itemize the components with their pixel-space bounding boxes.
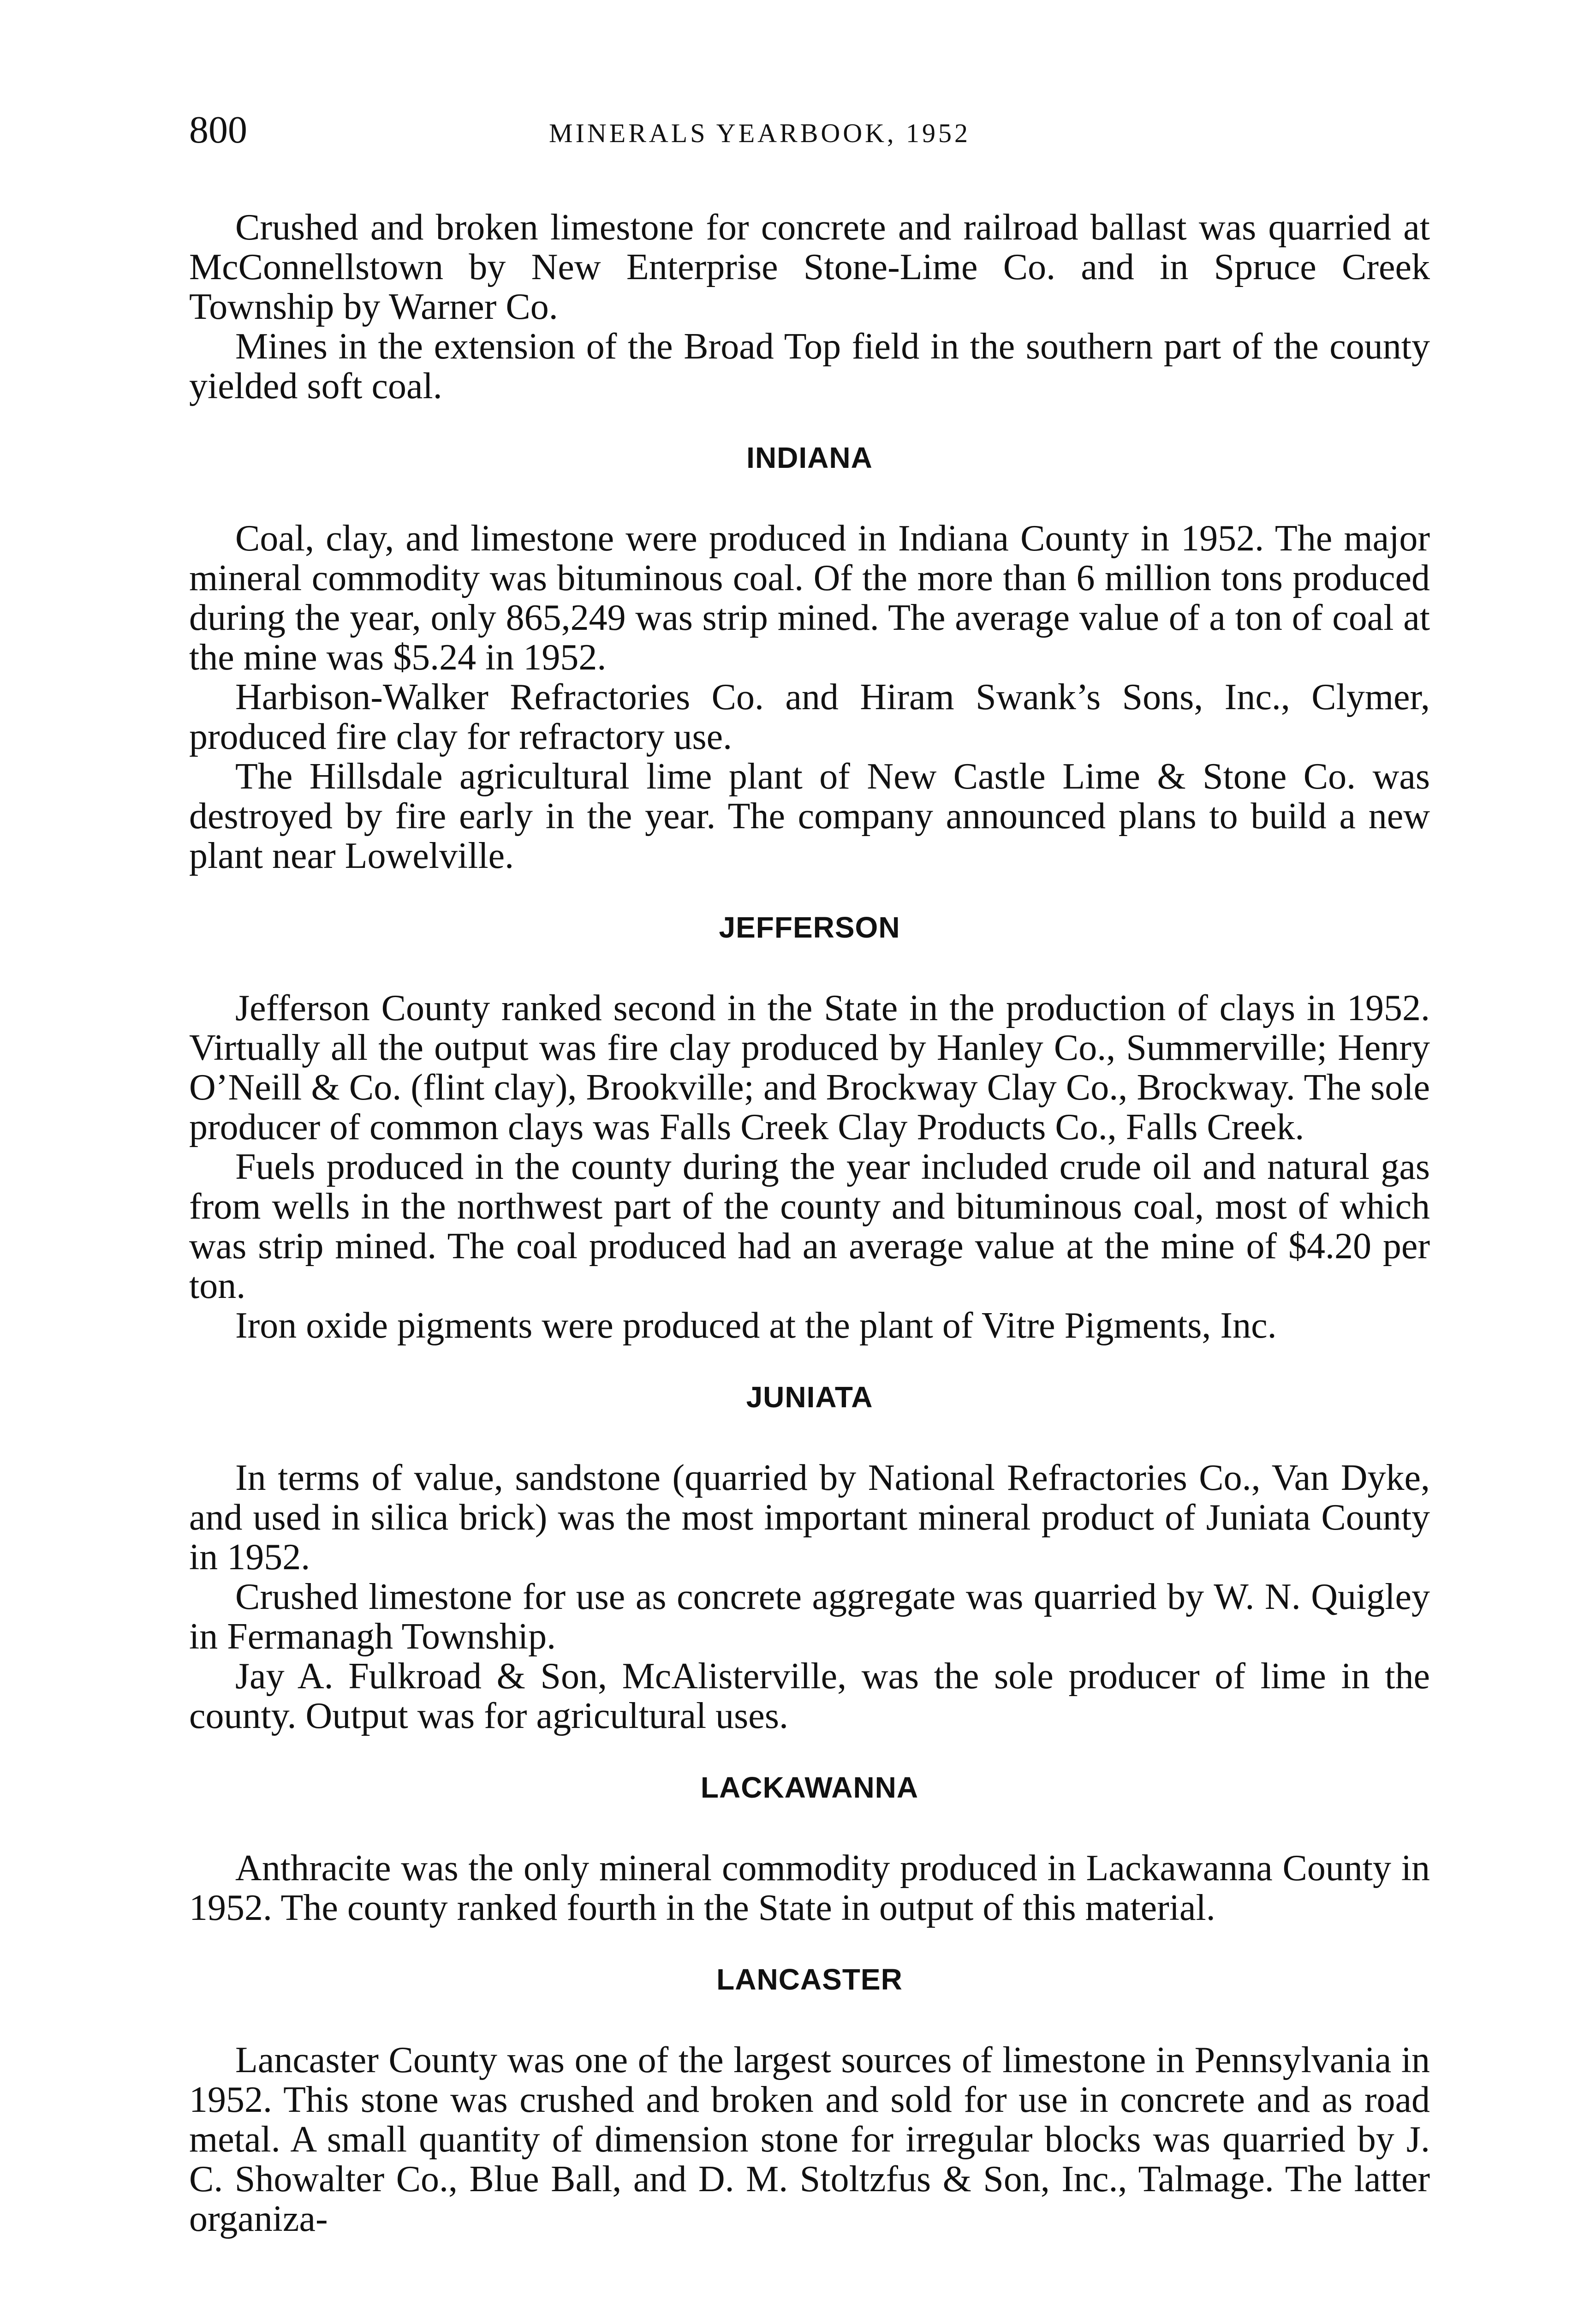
- running-title: MINERALS YEARBOOK, 1952: [549, 118, 971, 148]
- paragraph: Jefferson County ranked second in the State in the production of clays in 1952. Virtually all the output was fire clay produced by Hanley Co., Summerville; Henry O’Neill & Co. (flint clay), Brookville; and Brockway Clay Co., Brockway. The sole producer of common clays was Falls Creek Clay Products Co., Falls Creek.: [189, 988, 1430, 1148]
- running-header: [189, 108, 1430, 166]
- paragraph: Coal, clay, and limestone were produced in Indiana County in 1952. The major mineral commodity was bituminous coal. Of the more than 6 million tons produced during the year, only 865,249 was strip mined. The average value of a ton of coal at the mine was $5.24 in 1952.: [189, 518, 1430, 678]
- section-heading: INDIANA: [746, 441, 873, 474]
- section-heading: JEFFERSON: [719, 911, 900, 944]
- intro-section: [189, 208, 1430, 406]
- section-lackawanna: [189, 1773, 1430, 1928]
- paragraph: Iron oxide pigments were produced at the plant of Vitre Pigments, Inc.: [235, 1305, 1277, 1346]
- paragraph: In terms of value, sandstone (quarried by National Refractories Co., Van Dyke, and used in silica brick) was the most important mineral product of Juniata County in 1952.: [189, 1458, 1430, 1578]
- section-jefferson: [189, 913, 1430, 1345]
- paragraph: Crushed and broken limestone for concrete and railroad ballast was quarried at McConnellstown by New Enterprise Stone-Lime Co. and in Spruce Creek Township by Warner Co.: [189, 207, 1430, 327]
- paragraph: Anthracite was the only mineral commodity produced in Lackawanna County in 1952. The county ranked fourth in the State in output of this material.: [189, 1848, 1430, 1928]
- section-lancaster: [189, 1965, 1430, 2239]
- section-heading: JUNIATA: [746, 1381, 873, 1414]
- paragraph: Crushed limestone for use as concrete aggregate was quarried by W. N. Quigley in Fermanagh Township.: [189, 1577, 1430, 1657]
- paragraph: The Hillsdale agricultural lime plant of New Castle Lime & Stone Co. was destroyed by fire early in the year. The company announced plans to build a new plant near Lowelville.: [189, 756, 1430, 876]
- section-indiana: [189, 443, 1430, 876]
- section-heading: LANCASTER: [716, 1963, 903, 1996]
- page-number: 800: [189, 108, 247, 151]
- paragraph: Mines in the extension of the Broad Top field in the southern part of the county yielded soft coal.: [189, 326, 1430, 406]
- paragraph: Fuels produced in the county during the year included crude oil and natural gas from wells in the northwest part of the county and bituminous coal, most of which was strip mined. The coal produced had an average value at the mine of $4.20 per ton.: [189, 1147, 1430, 1306]
- section-heading: LACKAWANNA: [700, 1771, 919, 1804]
- document-page: [189, 108, 1430, 2239]
- paragraph: Lancaster County was one of the largest sources of limestone in Pennsylvania in 1952. This stone was crushed and broken and sold for use in concrete and as road metal. A small quantity of dimension stone for irregular blocks was quarried by J. C. Showalter Co., Blue Ball, and D. M. Stoltzfus & Son, Inc., Talmage. The latter organiza-: [189, 2040, 1430, 2239]
- section-juniata: [189, 1382, 1430, 1736]
- paragraph: Harbison-Walker Refractories Co. and Hiram Swank’s Sons, Inc., Clymer, produced fire clay for refractory use.: [189, 677, 1430, 757]
- paragraph: Jay A. Fulkroad & Son, McAlisterville, was the sole producer of lime in the county. Output was for agricultural uses.: [189, 1656, 1430, 1736]
